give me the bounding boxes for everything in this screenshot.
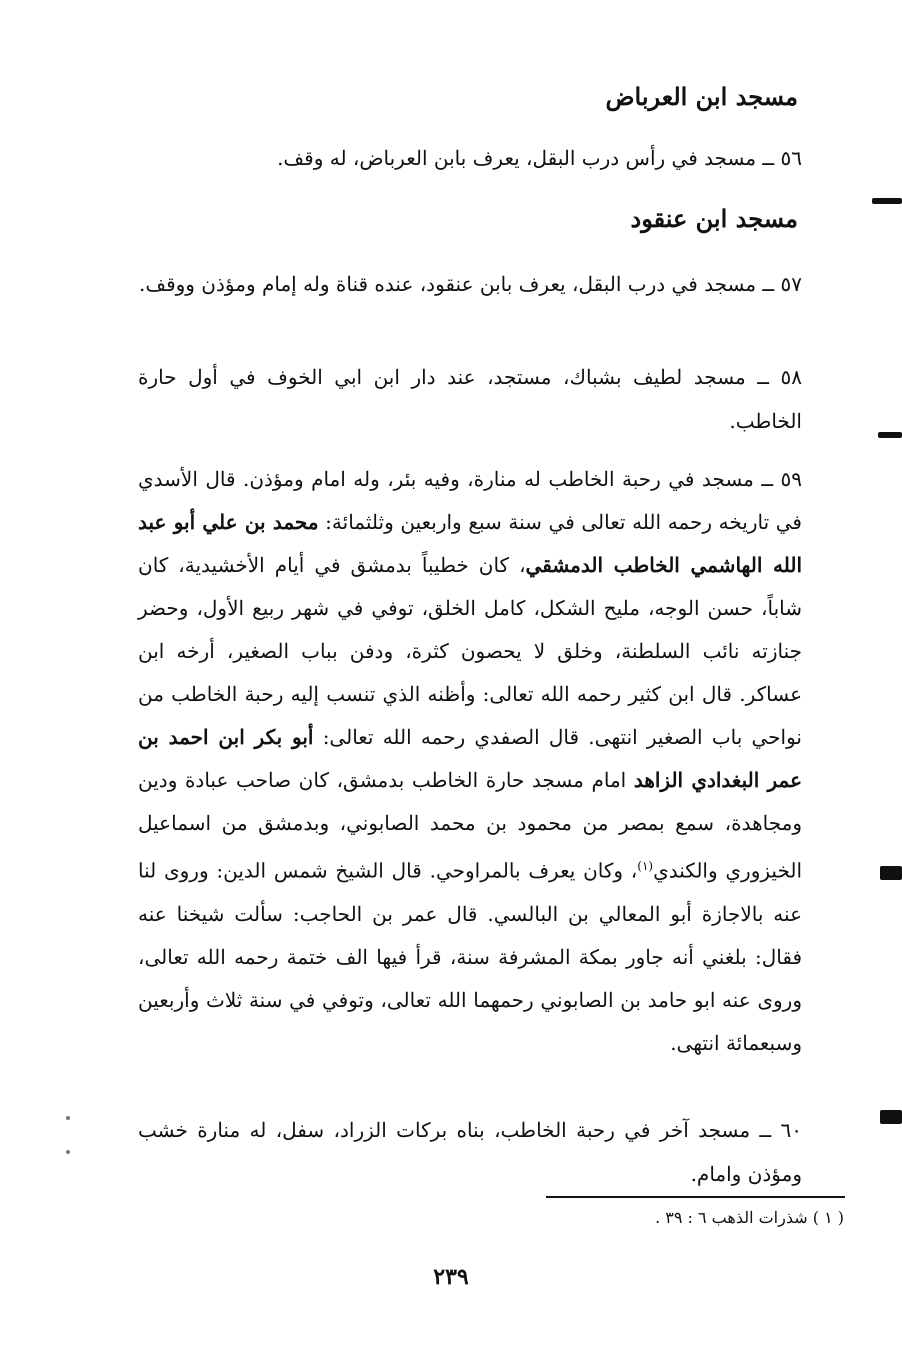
entry-59-name-2: أبو بكر ابن احمد بن عمر البغدادي الزاهد: [138, 725, 802, 792]
page-number: ٢٣٩: [433, 1264, 469, 1290]
entry-59-text-3: امام مسجد حارة الخاطب بدمشق، كان صاحب عبادة ودين ومجاهدة، سمع بمصر من محمود بن محمد الصابوني، وبدمشق من اسماعيل الخيزوري والكندي: [138, 768, 803, 883]
heading-masjid-ibn-anqud: مسجد ابن عنقود: [630, 204, 798, 233]
entry-58: ٥٨ ــ مسجد لطيف بشباك، مستجد، عند دار ابن ابي الخوف في أول حارة الخاطب.: [138, 365, 802, 433]
footnote-separator: [546, 1196, 845, 1198]
scan-margin-mark: [878, 432, 902, 438]
entry-59-text-2: ، كان خطيباً بدمشق في أيام الأخشيدية، كان شاباً، حسن الوجه، مليح الشكل، كامل الخلق، توفي في شهر ربيع الأول، وحضر جنازته نائب السلطنة، وخلق لا يحصون كثرة، ودفن بباب الصغير، أرخه ابن عساكر. قال ابن كثير رحمه الله تعالى: وأظنه الذي تنسب إليه رحبة الخاطب من نواحي باب الصغير انتهى. قال الصفدي رحمه الله تعالى:: [138, 553, 803, 749]
footnote-reference: (١): [637, 859, 654, 873]
scan-margin-mark: [872, 198, 902, 204]
scan-margin-mark: [880, 866, 902, 880]
entry-56: ٥٦ ــ مسجد في رأس درب البقل، يعرف بابن العرباض، له وقف.: [277, 146, 802, 170]
entry-60: ٦٠ ــ مسجد آخر في رحبة الخاطب، بناه بركات الزراد، سفل، له منارة خشب ومؤذن وامام.: [138, 1118, 802, 1186]
entry-57: ٥٧ ــ مسجد في درب البقل، يعرف بابن عنقود، عنده قناة وله إمام ومؤذن ووقف.: [139, 272, 802, 296]
entry-59: [138, 458, 802, 1065]
footnote: ( ١ ) شذرات الذهب ٦ : ٣٩ .: [655, 1208, 844, 1227]
entry-59-name-1: محمد بن علي أبو عبد الله الهاشمي الخاطب الدمشقي: [138, 510, 802, 577]
entry-59-text-1: ٥٩ ــ مسجد في رحبة الخاطب له منارة، وفيه بئر، وله امام ومؤذن. قال الأسدي في تاريخه رحمه الله تعالى في سنة سبع واربعين وثلثمائة:: [138, 467, 802, 534]
scan-margin-mark: [880, 1110, 902, 1124]
entry-59-text-4: ، وكان يعرف بالمراوحي. قال الشيخ شمس الدين: وروى لنا عنه بالاجازة أبو المعالي بن البالسي. قال عمر بن الحاجب: سألت شيخنا عنه فقال: بلغني أنه جاور بمكة المشرفة سنة، قرأ فيها الف ختمة رحمه الله تعالى، وروى عنه ابو حامد بن الصابوني رحمهما الله تعالى، وتوفي في سنة ثلاث وأربعين وسبعمائة انتهى.: [138, 858, 802, 1055]
scan-speck: [66, 1150, 70, 1154]
heading-masjid-ibn-al-irbad: مسجد ابن العرباض: [605, 82, 798, 111]
scan-speck: [66, 1116, 70, 1120]
